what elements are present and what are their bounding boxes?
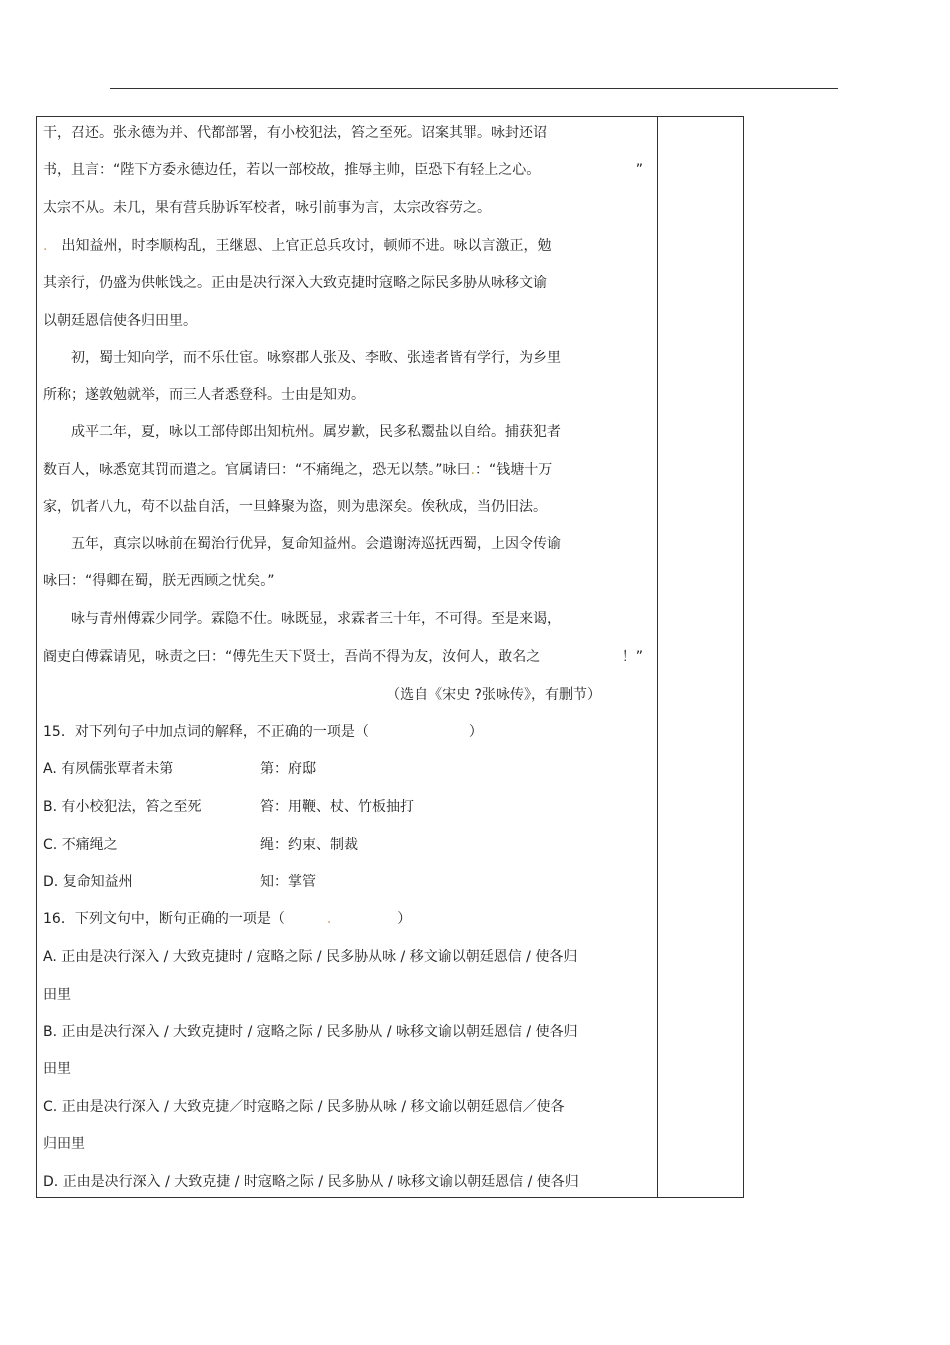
passage-text: 所称；遂敦勉就举，而三人者悉登科。士由是知劝。 — [43, 387, 365, 403]
question-15-option-a[interactable] — [43, 758, 653, 780]
passage-line — [43, 608, 653, 630]
passage-text: 五年，真宗以咏前在蜀治行优异，复命知益州。会遣谢涛巡抚西蜀，上因令传谕 — [71, 536, 561, 552]
question-16-option-a[interactable] — [43, 946, 653, 968]
passage-line — [43, 347, 653, 369]
passage-text: 太宗不从。未几，果有营兵胁诉军校者，咏引前事为言，太宗改容劳之。 — [43, 200, 491, 216]
citation-text: （选自《宋史 ?张咏传》，有删节） — [386, 687, 601, 703]
passage-line — [43, 533, 653, 555]
passage-line — [43, 272, 653, 294]
option-gloss: 绳：约束、制裁 — [260, 837, 358, 853]
emphasis-dot: . — [43, 238, 48, 254]
passage-text: 成平二年，夏，咏以工部侍郎出知杭州。属岁歉，民多私鬻盐以自给。捕获犯者 — [71, 424, 561, 440]
column-divider — [657, 116, 658, 1198]
option-text: 田里 — [43, 987, 71, 1003]
closing-quote: ！” — [621, 649, 643, 665]
option-label: B. — [43, 799, 58, 815]
passage-text: 咏与青州傅霖少同学。霖隐不仕。咏既显，求霖者三十年，不可得。至是来谒， — [71, 611, 561, 627]
emphasis-dot: . — [326, 911, 332, 927]
option-text: 正由是决行深入 / 大致克捷／时寇略之际 / 民多胁从咏 / 移文谕以朝廷恩信／使各 — [61, 1099, 565, 1115]
option-text: 田里 — [43, 1061, 71, 1077]
option-text: 有小校犯法，笞之至死 — [61, 799, 202, 815]
option-label: B. — [43, 1024, 58, 1040]
source-citation — [43, 684, 653, 706]
passage-text: 其亲行，仍盛为供帐饯之。正由是决行深入大致克捷时寇略之际民多胁从咏移文谕 — [43, 275, 547, 291]
question-bracket-close: ） — [468, 724, 483, 740]
passage-line — [43, 496, 653, 518]
passage-text: ：“钱塘十万 — [474, 462, 553, 478]
passage-line — [43, 421, 653, 443]
emphasis-dot: . — [470, 462, 475, 478]
passage-text: 干，召还。张永德为并、代都部署，有小校犯法，笞之至死。诏案其罪。咏封还诏 — [43, 125, 547, 141]
question-15-option-c[interactable] — [43, 834, 653, 856]
option-label: C. — [43, 1099, 58, 1115]
question-16-option-c-cont — [43, 1133, 653, 1155]
passage-line — [43, 197, 653, 219]
question-15-stem — [43, 721, 653, 743]
question-text: 15．对下列句子中加点词的解释，不正确的一项是（ — [43, 724, 369, 740]
passage-text: 阍吏白傅霖请见，咏责之曰：“傅先生天下贤士，吾尚不得为友，汝何人，敢名之 — [43, 649, 541, 665]
option-label: A. — [43, 949, 57, 965]
question-15-option-d[interactable] — [43, 871, 653, 893]
passage-line — [43, 570, 653, 592]
question-16-option-b[interactable] — [43, 1021, 653, 1043]
question-16-option-b-cont — [43, 1058, 653, 1080]
option-text: 正由是决行深入 / 大致克捷时 / 寇略之际 / 民多胁从咏 / 移文谕以朝廷恩信 / 使各归 — [61, 949, 578, 965]
passage-line — [43, 159, 653, 181]
option-label: C. — [43, 837, 58, 853]
option-gloss: 第：府邸 — [260, 761, 316, 777]
header-rule — [110, 88, 838, 89]
passage-line — [43, 122, 653, 144]
question-16-stem — [43, 908, 653, 930]
option-label: D. — [43, 874, 59, 890]
option-text: 归田里 — [43, 1136, 85, 1152]
option-text: 不痛绳之 — [61, 837, 118, 853]
question-text: 16．下列文句中，断句正确的一项是（ — [43, 911, 285, 927]
passage-line — [43, 459, 653, 481]
option-text: 复命知益州 — [62, 874, 133, 890]
passage-line — [43, 646, 653, 668]
option-text: 正由是决行深入 / 大致克捷 / 时寇略之际 / 民多胁从 / 咏移文谕以朝廷恩信 / 使各归 — [62, 1174, 579, 1190]
passage-line — [43, 310, 653, 332]
question-bracket-close: ） — [397, 911, 412, 927]
option-label: A. — [43, 761, 57, 777]
question-16-option-d[interactable] — [43, 1171, 653, 1193]
passage-text: 咏曰：“得卿在蜀，朕无西顾之忧矣。” — [43, 573, 275, 589]
option-label: D. — [43, 1174, 59, 1190]
passage-text: 数百人，咏悉宽其罚而遣之。官属请曰：“不痛绳之，恐无以禁。”咏曰 — [43, 462, 471, 478]
closing-quote: ” — [635, 162, 643, 178]
question-15-option-b[interactable] — [43, 796, 653, 818]
option-text: 正由是决行深入 / 大致克捷时 / 寇略之际 / 民多胁从 / 咏移文谕以朝廷恩信 / 使各归 — [61, 1024, 578, 1040]
passage-line — [43, 235, 653, 257]
option-gloss: 知：掌管 — [260, 874, 316, 890]
passage-line — [43, 384, 653, 406]
option-text: 有夙儒张覃者未第 — [61, 761, 174, 777]
question-16-option-a-cont — [43, 984, 653, 1006]
passage-text: 初，蜀士知向学，而不乐仕宦。咏察郡人张及、李畋、张逵者皆有学行，为乡里 — [71, 350, 561, 366]
passage-text: 书，且言：“陛下方委永德边任，若以一部校故，推辱主帅，臣恐下有轻上之心。 — [43, 162, 541, 178]
option-gloss: 笞：用鞭、杖、竹板抽打 — [260, 799, 414, 815]
passage-text: 以朝廷恩信使各归田里。 — [43, 313, 197, 329]
passage-text: 家，饥者八九，苟不以盐自活，一旦蜂聚为盗，则为患深矣。俟秋成，当仍旧法。 — [43, 499, 547, 515]
passage-text: 出知益州，时李顺构乱，王继恩、上官正总兵攻讨，顿师不进。咏以言激正，勉 — [61, 238, 552, 254]
question-16-option-c[interactable] — [43, 1096, 653, 1118]
